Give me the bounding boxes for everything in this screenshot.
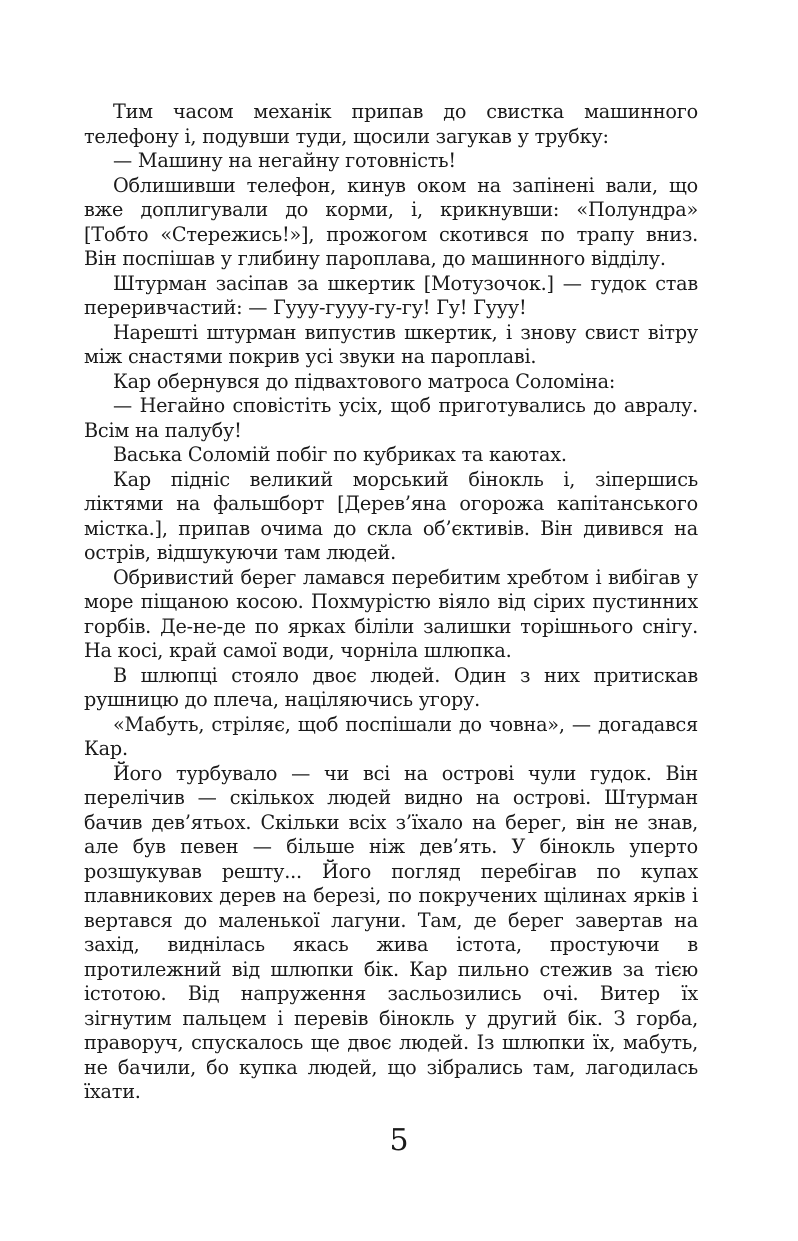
paragraph: Облишивши телефон, кинув оком на запінені вали, що вже доплигували до корми, і, крикнувши: «Полундра» [Тобто «Стережись!»], прожогом скотився по трапу вниз. Він поспішав у глибину пароплава, до машинного відділу. bbox=[84, 173, 698, 270]
paragraph: — Негайно сповістіть усіх, щоб приготувались до авралу. Всім на палубу! bbox=[84, 394, 698, 442]
paragraph: — Машину на негайну готовність! bbox=[113, 149, 456, 172]
page-body bbox=[84, 100, 698, 1105]
paragraph: В шлюпці стояло двоє людей. Один з них притискав рушницю до плеча, націляючись угору. bbox=[84, 663, 698, 711]
paragraph: Кар підніс великий морський бінокль і, зіпершись ліктями на фальшборт [Дерев’яна огорожа капітанського містка.], припав очима до скла об’єктивів. Він дивився на острів, відшукуючи там людей. bbox=[84, 467, 698, 564]
page-number: 5 bbox=[389, 1123, 409, 1158]
paragraph: Його турбувало — чи всі на острові чули гудок. Він перелічив — скількох людей видно на острові. Штурман бачив дев’ятьох. Скільки всіх з’їхало на берег, він не знав, але був певен — більше ніж дев’ять. У бінокль уперто розшукував решту... Його погляд перебігав по купах плавникових дерев на березі, по покручених щілинах ярків і вертався до маленької лагуни. Там, де берег завертав на захід, виднілась якась жива істота, простуючи в протилежний від шлюпки бік. Кар пильно стежив за тією істотою. Від напруження засльозились очі. Витер їх зігнутим пальцем і перевів бінокль у другий бік. З горба, праворуч, спускалось ще двоє людей. Із шлюпки їх, мабуть, не бачили, бо купка людей, що зібрались там, лагодилась їхати. bbox=[84, 761, 698, 1103]
paragraph: Нарешті штурман випустив шкертик, і знову свист вітру між снастями покрив усі звуки на пароплаві. bbox=[84, 320, 698, 368]
paragraph: «Мабуть, стріляє, щоб поспішали до човна», — догадався Кар. bbox=[84, 712, 698, 760]
paragraph: Васька Соломій побіг по кубриках та каютах. bbox=[113, 443, 567, 466]
paragraph: Тим часом механік припав до свистка машинного телефону і, подувши туди, щосили загукав у трубку: bbox=[84, 100, 698, 148]
paragraph: Обривистий берег ламався перебитим хребтом і вибігав у море піщаною косою. Похмурістю віяло від сірих пустинних горбів. Де-не-де по ярках біліли залишки торішнього снігу. На косі, край самої води, чорніла шлюпка. bbox=[84, 565, 698, 662]
paragraph: Кар обернувся до підвахтового матроса Соломіна: bbox=[113, 369, 616, 393]
paragraph: Штурман засіпав за шкертик [Мотузочок.] — гудок став переривчастий: — Гууу-гууу-гу-гу! Гу! Гууу! bbox=[84, 271, 698, 319]
